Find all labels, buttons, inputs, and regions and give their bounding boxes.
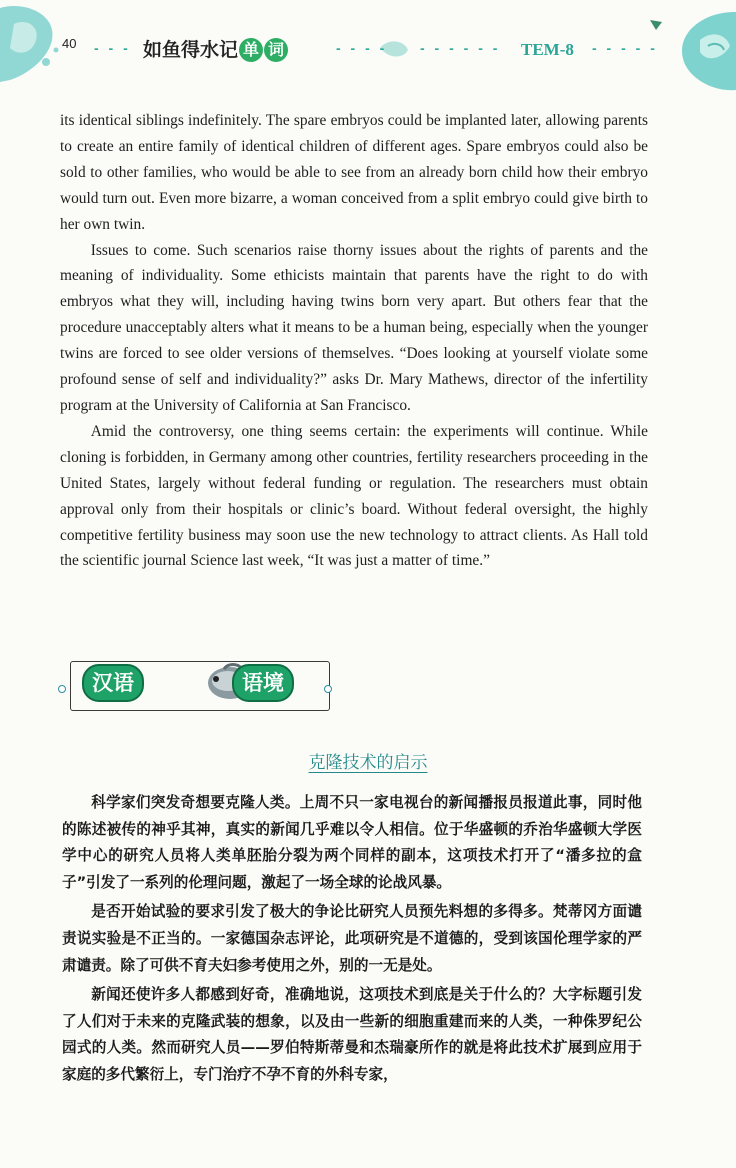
circled-char-1: 单 (239, 38, 263, 62)
series-title-main: 如鱼得水记 (143, 39, 239, 61)
header-dashes-left: - - - (94, 40, 131, 56)
chinese-paragraph-3: 新闻还使许多人都感到好奇，准确地说，这项技术到底是关于什么的？大字标题引发了人们对于未来的克隆武装的想象，以及由一些新的细胞重建而来的人类，一种侏罗纪公园式的人类。然而研究人员——罗伯特斯蒂曼和杰瑞豪所作的就是将此技术扩展到应用于家庭的多代繁衍上，专门治疗不孕不育的外科专家， (62, 986, 642, 1083)
banner-label-left: 汉语 (82, 664, 144, 702)
chinese-passage (62, 790, 642, 1092)
header-dashes-right: - - - - - (592, 40, 658, 56)
section-banner (58, 655, 348, 715)
page-number: 40 (62, 36, 77, 51)
chinese-paragraph-1: 科学家们突发奇想要克隆人类。上周不只一家电视台的新闻播报员报道此事，同时他的陈述被传的神乎其神，真实的新闻几乎难以令人相信。位于华盛顿的乔治华盛顿大学医学中心的研究人员将人类单胚胎分裂为两个同样的副本，这项技术打开了“潘多拉的盒子”引发了一系列的伦理问题，激起了一场全球的论战风暴。 (62, 794, 642, 891)
chinese-paragraph-2: 是否开始试验的要求引发了极大的争论比研究人员预先料想的多得多。梵蒂冈方面谴责说实验是不正当的。一家德国杂志评论，此项研究是不道德的，受到该国伦理学家的严肃谴责。除了可供不育夫妇参考使用之外，别的一无是处。 (62, 903, 642, 974)
chinese-section-title: 克隆技术的启示 (308, 753, 428, 773)
banner-left-ring-icon (58, 685, 66, 693)
right-fish-icon (650, 12, 736, 90)
english-paragraph-1: its identical siblings indefinitely. The spare embryos could be implanted later, allowing parents to create an entire family of identical children of different ages. Spare embryos could also be sold to other families, who would be able to see from an already born child how their embryo would turn out. Even more bizarre, a woman conceived from a split embryo could give birth to her own twin. (60, 112, 648, 233)
header-dashes-mid-2: - - - - - - (420, 40, 501, 56)
header-dashes-mid: - - - - (336, 40, 388, 56)
english-passage (60, 108, 648, 574)
series-title (143, 35, 288, 62)
circled-char-2: 词 (264, 38, 288, 62)
english-paragraph-2: Issues to come. Such scenarios raise thorny issues about the rights of parents and the meaning of individuality. Some ethicists maintain that parents have the right to do with embryos what they will, including having twins born very apart. But others fear that the procedure unacceptably alters what it means to be a human being, especially when the younger twins are forced to see older versions of themselves. “Does looking at yourself violate some profound sense of self and individuality?” asks Dr. Mary Mathews, director of the infertility program at the University of California at San Francisco. (60, 241, 648, 414)
exam-label: TEM-8 (521, 40, 574, 59)
english-paragraph-3: Amid the controversy, one thing seems certain: the experiments will continue. While cloning is forbidden, in Germany among other countries, fertility researchers proceeding in the United States, largely without federal funding or regulation. The researchers must obtain approval only from their hospitals or clinic’s board. Without federal oversight, the highly competitive fertility business may soon use the new technology to attract clients. As Hall told the scientific journal Science last week, “It was just a matter of time.” (60, 422, 648, 570)
banner-label-right: 语境 (232, 664, 294, 702)
left-splash-icon (0, 6, 59, 82)
banner-right-ring-icon (324, 685, 332, 693)
page-header (0, 0, 736, 95)
